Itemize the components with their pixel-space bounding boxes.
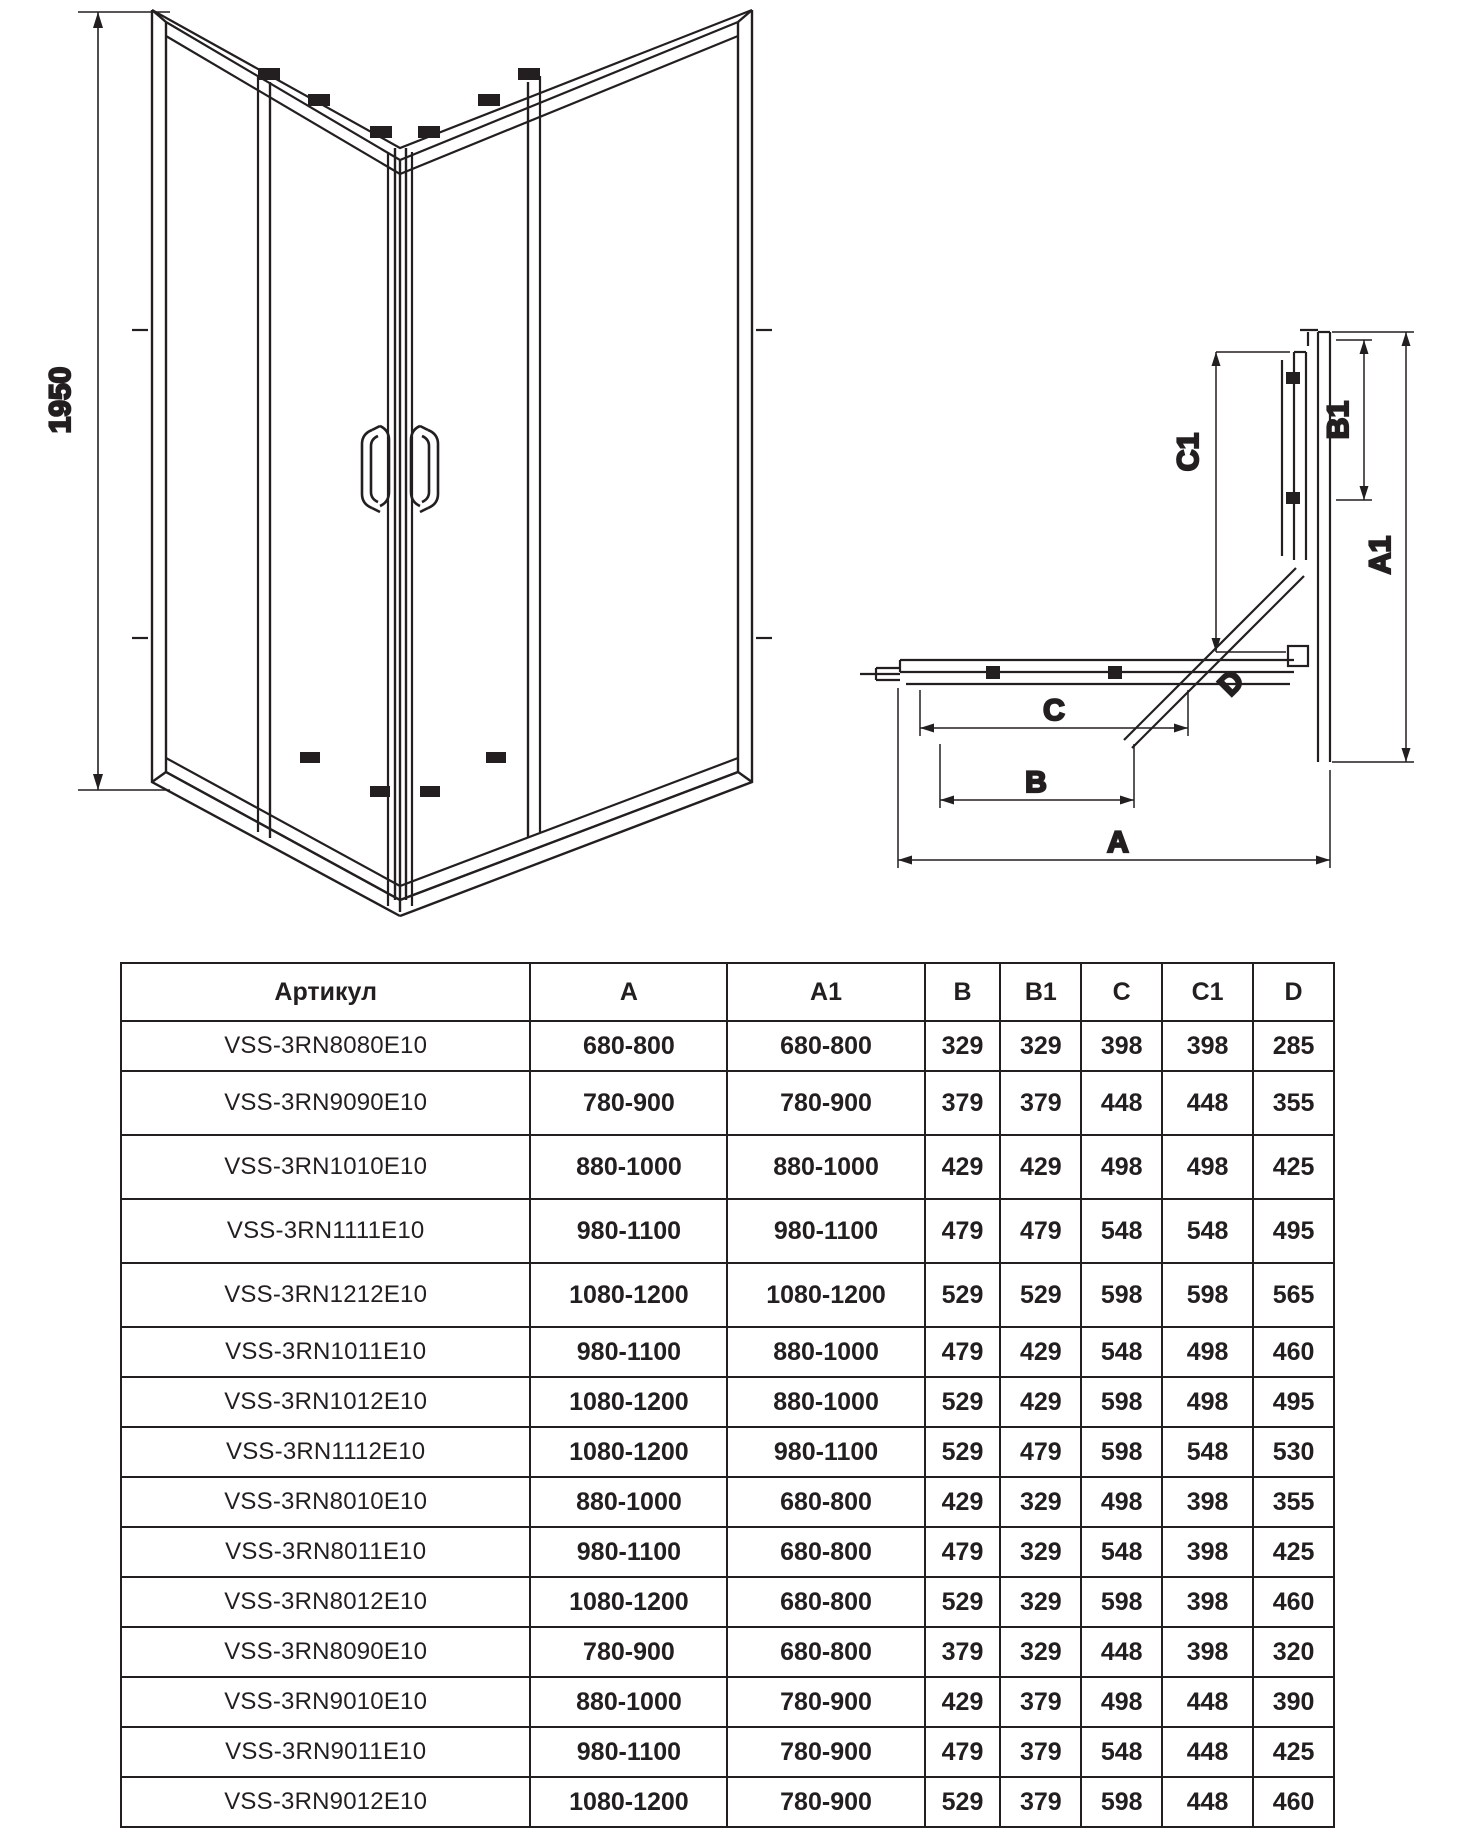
cell-article: VSS-3RN8080E10: [121, 1021, 530, 1071]
cell-d: 460: [1253, 1777, 1334, 1827]
table-row: [121, 1477, 1334, 1527]
cell-c1: 398: [1162, 1021, 1253, 1071]
cell-d: 460: [1253, 1327, 1334, 1377]
cell-a1: 980-1100: [727, 1427, 924, 1477]
cell-c: 548: [1081, 1199, 1162, 1263]
cell-d: 495: [1253, 1199, 1334, 1263]
cell-article: VSS-3RN1111E10: [121, 1199, 530, 1263]
cell-article: VSS-3RN8090E10: [121, 1627, 530, 1677]
cell-d: 285: [1253, 1021, 1334, 1071]
cell-article: VSS-3RN8010E10: [121, 1477, 530, 1527]
left-door-handle: [362, 426, 389, 512]
cell-b: 429: [925, 1677, 1001, 1727]
table-row: [121, 1577, 1334, 1627]
cell-article: VSS-3RN1112E10: [121, 1427, 530, 1477]
cell-article: VSS-3RN9012E10: [121, 1777, 530, 1827]
cell-a1: 680-800: [727, 1021, 924, 1071]
cell-b: 529: [925, 1377, 1001, 1427]
cell-a1: 980-1100: [727, 1199, 924, 1263]
cell-b: 529: [925, 1427, 1001, 1477]
cell-c: 548: [1081, 1727, 1162, 1777]
cell-c: 548: [1081, 1527, 1162, 1577]
cell-b1: 379: [1000, 1677, 1081, 1727]
cell-c1: 448: [1162, 1777, 1253, 1827]
dim-a1-label: A1: [1364, 535, 1397, 575]
cell-c: 548: [1081, 1327, 1162, 1377]
cell-c: 598: [1081, 1263, 1162, 1327]
cell-a: 980-1100: [530, 1327, 727, 1377]
cell-d: 355: [1253, 1071, 1334, 1135]
cell-c: 498: [1081, 1477, 1162, 1527]
cell-a: 880-1000: [530, 1477, 727, 1527]
cell-b: 529: [925, 1777, 1001, 1827]
cell-b1: 479: [1000, 1199, 1081, 1263]
cell-c1: 448: [1162, 1677, 1253, 1727]
cell-c1: 398: [1162, 1627, 1253, 1677]
cell-b1: 379: [1000, 1777, 1081, 1827]
cell-b1: 429: [1000, 1377, 1081, 1427]
right-fixed-panel: [528, 76, 540, 838]
cell-d: 425: [1253, 1527, 1334, 1577]
cell-a1: 680-800: [727, 1577, 924, 1627]
plan-corner-post: [1288, 646, 1308, 666]
header-b: B: [925, 963, 1001, 1021]
cell-d: 425: [1253, 1135, 1334, 1199]
cell-a: 980-1100: [530, 1727, 727, 1777]
table-row: [121, 1377, 1334, 1427]
cell-b1: 329: [1000, 1021, 1081, 1071]
cell-c: 448: [1081, 1071, 1162, 1135]
top-rails: [152, 10, 752, 174]
cell-b: 329: [925, 1021, 1001, 1071]
cell-article: VSS-3RN8011E10: [121, 1527, 530, 1577]
cell-article: VSS-3RN9011E10: [121, 1727, 530, 1777]
cell-c: 598: [1081, 1777, 1162, 1827]
header-d: D: [1253, 963, 1334, 1021]
cell-c: 498: [1081, 1135, 1162, 1199]
dim-b-label: B: [1025, 766, 1047, 799]
wall-profile-marks: [132, 330, 772, 638]
header-c: C: [1081, 963, 1162, 1021]
cell-c1: 398: [1162, 1527, 1253, 1577]
cell-a1: 880-1000: [727, 1327, 924, 1377]
table-row: [121, 1777, 1334, 1827]
header-article: Артикул: [121, 963, 530, 1021]
cell-a: 1080-1200: [530, 1777, 727, 1827]
cell-c1: 448: [1162, 1071, 1253, 1135]
height-label: 1950: [44, 366, 77, 434]
cell-a: 780-900: [530, 1627, 727, 1677]
cell-b1: 329: [1000, 1527, 1081, 1577]
cell-d: 425: [1253, 1727, 1334, 1777]
cell-b1: 479: [1000, 1427, 1081, 1477]
cell-b: 529: [925, 1577, 1001, 1627]
cell-d: 320: [1253, 1627, 1334, 1677]
table-row: [121, 1021, 1334, 1071]
cell-c1: 498: [1162, 1327, 1253, 1377]
bottom-rails: [166, 758, 738, 900]
table-row: [121, 1071, 1334, 1135]
header-a: A: [530, 963, 727, 1021]
cell-b: 479: [925, 1527, 1001, 1577]
cell-b: 479: [925, 1727, 1001, 1777]
cell-b1: 429: [1000, 1327, 1081, 1377]
cell-c1: 398: [1162, 1477, 1253, 1527]
header-c1: C1: [1162, 963, 1253, 1021]
cell-c1: 598: [1162, 1263, 1253, 1327]
cell-a1: 780-900: [727, 1677, 924, 1727]
dim-c1-label: C1: [1172, 432, 1205, 472]
cell-a: 880-1000: [530, 1677, 727, 1727]
specification-table-wrapper: [120, 962, 1335, 1828]
cell-b: 379: [925, 1071, 1001, 1135]
cell-article: VSS-3RN8012E10: [121, 1577, 530, 1627]
plan-vertical-brackets: [1286, 330, 1318, 504]
dim-b1-label: B1: [1322, 400, 1355, 440]
cell-d: 565: [1253, 1263, 1334, 1327]
cell-c: 598: [1081, 1427, 1162, 1477]
header-a1: A1: [727, 963, 924, 1021]
cell-b: 479: [925, 1199, 1001, 1263]
cell-a: 880-1000: [530, 1135, 727, 1199]
cell-d: 495: [1253, 1377, 1334, 1427]
cell-a: 1080-1200: [530, 1377, 727, 1427]
cell-c: 498: [1081, 1677, 1162, 1727]
cell-d: 460: [1253, 1577, 1334, 1627]
table-row: [121, 1427, 1334, 1477]
table-row: [121, 1199, 1334, 1263]
cell-article: VSS-3RN1011E10: [121, 1327, 530, 1377]
table-row: [121, 1527, 1334, 1577]
cell-c: 448: [1081, 1627, 1162, 1677]
cell-c1: 498: [1162, 1377, 1253, 1427]
cell-c: 598: [1081, 1577, 1162, 1627]
header-b1: B1: [1000, 963, 1081, 1021]
height-dimension: [78, 12, 170, 790]
cell-article: VSS-3RN9010E10: [121, 1677, 530, 1727]
cell-b1: 329: [1000, 1477, 1081, 1527]
cell-b: 479: [925, 1327, 1001, 1377]
dim-a-label: A: [1107, 826, 1129, 859]
right-wall-panel: [400, 10, 752, 916]
table-row: [121, 1327, 1334, 1377]
cell-a: 980-1100: [530, 1527, 727, 1577]
cell-a1: 880-1000: [727, 1135, 924, 1199]
cell-b1: 429: [1000, 1135, 1081, 1199]
cell-a1: 680-800: [727, 1477, 924, 1527]
dim-d-label: D: [1211, 663, 1251, 703]
cell-article: VSS-3RN1012E10: [121, 1377, 530, 1427]
cell-d: 530: [1253, 1427, 1334, 1477]
table-row: [121, 1135, 1334, 1199]
cell-a1: 680-800: [727, 1527, 924, 1577]
plan-back-wall: [860, 668, 900, 680]
cell-article: VSS-3RN1010E10: [121, 1135, 530, 1199]
cell-a1: 1080-1200: [727, 1263, 924, 1327]
cell-article: VSS-3RN1212E10: [121, 1263, 530, 1327]
cell-b: 529: [925, 1263, 1001, 1327]
cell-c: 398: [1081, 1021, 1162, 1071]
table-header-row: [121, 963, 1334, 1021]
cell-d: 390: [1253, 1677, 1334, 1727]
cell-c1: 398: [1162, 1577, 1253, 1627]
cell-c: 598: [1081, 1377, 1162, 1427]
cell-b1: 379: [1000, 1071, 1081, 1135]
table-row: [121, 1263, 1334, 1327]
dim-c1: [1212, 352, 1291, 652]
cell-a: 1080-1200: [530, 1263, 727, 1327]
cell-a1: 780-900: [727, 1727, 924, 1777]
cell-b1: 529: [1000, 1263, 1081, 1327]
cell-a1: 680-800: [727, 1627, 924, 1677]
cell-a: 1080-1200: [530, 1427, 727, 1477]
specification-table: [120, 962, 1335, 1828]
corner-post: [395, 148, 406, 912]
cell-article: VSS-3RN9090E10: [121, 1071, 530, 1135]
table-row: [121, 1727, 1334, 1777]
cell-c1: 548: [1162, 1427, 1253, 1477]
dim-c-label: C: [1043, 694, 1065, 727]
cell-a: 980-1100: [530, 1199, 727, 1263]
plan-door-swing: [1124, 568, 1304, 748]
cell-a1: 780-900: [727, 1777, 924, 1827]
cell-b: 429: [925, 1135, 1001, 1199]
right-door-handle: [411, 426, 438, 512]
cell-b: 379: [925, 1627, 1001, 1677]
cell-b1: 379: [1000, 1727, 1081, 1777]
left-fixed-panel: [258, 76, 270, 838]
cell-a: 680-800: [530, 1021, 727, 1071]
table-row: [121, 1677, 1334, 1727]
plan-side-wall: [1318, 332, 1330, 762]
cell-b1: 329: [1000, 1577, 1081, 1627]
cell-a: 780-900: [530, 1071, 727, 1135]
cell-a1: 880-1000: [727, 1377, 924, 1427]
cell-b: 429: [925, 1477, 1001, 1527]
cell-a1: 780-900: [727, 1071, 924, 1135]
cell-b1: 329: [1000, 1627, 1081, 1677]
cell-c1: 498: [1162, 1135, 1253, 1199]
cell-c1: 548: [1162, 1199, 1253, 1263]
cell-d: 355: [1253, 1477, 1334, 1527]
cell-a: 1080-1200: [530, 1577, 727, 1627]
table-row: [121, 1627, 1334, 1677]
cell-c1: 448: [1162, 1727, 1253, 1777]
